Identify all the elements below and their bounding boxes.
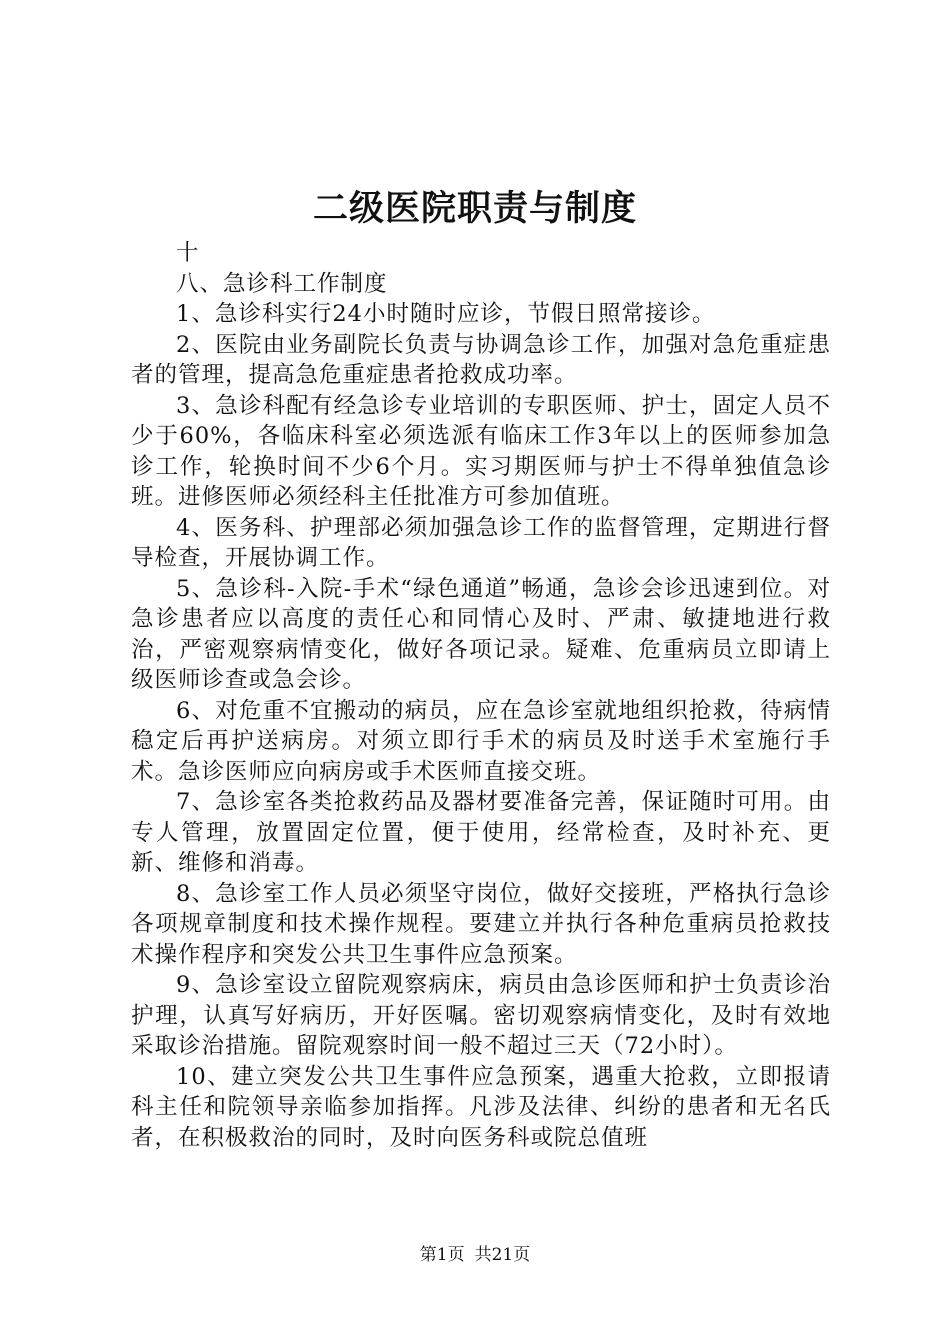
paragraph: 1、急诊科实行24小时随时应诊，节假日照常接诊。 (176, 301, 716, 327)
section-heading: 八、急诊科工作制度 (176, 270, 388, 297)
page-number-current: 第1页 (419, 1245, 465, 1265)
paragraph: 4、医务科、护理部必须加强急诊工作的监督管理，定期进行督导检查，开展协调工作。 (131, 514, 831, 571)
paragraph: 8、急诊室工作人员必须坚守岗位，做好交接班，严格执行急诊各项规章制度和技术操作规程。要建立并执行各种危重病员抢救技术操作程序和突发公共卫生事件应急预案。 (131, 880, 831, 968)
page-footer (0, 1243, 950, 1267)
paragraph: 7、急诊室各类抢救药品及器材要准备完善，保证随时可用。由专人管理，放置固定位置，便于使用，经常检查，及时补充、更新、维修和消毒。 (131, 789, 831, 876)
paragraph: 3、急诊科配有经急诊专业培训的专职医师、护士，固定人员不少于60%，各临床科室必须选派有临床工作3年以上的医师参加急诊工作，轮换时间不少6个月。实习期医师与护士不得单独值急诊班。进修医师必须经科主任批准方可参加值班。 (131, 392, 831, 510)
paragraph: 2、医院由业务副院长负责与协调急诊工作，加强对急危重症患者的管理，提高急危重症患者抢救成功率。 (131, 331, 831, 388)
paragraph: 9、急诊室设立留院观察病床，病员由急诊医师和护士负责诊治护理，认真写好病历，开好医嘱。密切观察病情变化，及时有效地采取诊治措施。留院观察时间一般不超过三天（72小时）。 (131, 972, 831, 1059)
document-body (131, 238, 831, 1153)
document-title: 二级医院职责与制度 (312, 188, 637, 229)
page-number-total: 共21页 (474, 1245, 531, 1265)
paragraph: 5、急诊科-入院-手术“绿色通道”畅通，急诊会诊迅速到位。对急诊患者应以高度的责任心和同情心及时、严肃、敏捷地进行救治，严密观察病情变化，做好各项记录。疑难、危重病员立即请上级医师诊查或急会诊。 (131, 575, 831, 693)
paragraph: 10、建立突发公共卫生事件应急预案，遇重大抢救，立即报请科主任和院领导亲临参加指挥。凡涉及法律、纠纷的患者和无名氏者，在积极救治的同时，及时向医务科或院总值班 (131, 1063, 831, 1151)
paragraph: 十 (176, 240, 200, 266)
paragraph: 6、对危重不宜搬动的病员，应在急诊室就地组织抢救，待病情稳定后再护送病房。对须立即行手术的病员及时送手术室施行手术。急诊医师应向病房或手术医师直接交班。 (131, 697, 831, 785)
